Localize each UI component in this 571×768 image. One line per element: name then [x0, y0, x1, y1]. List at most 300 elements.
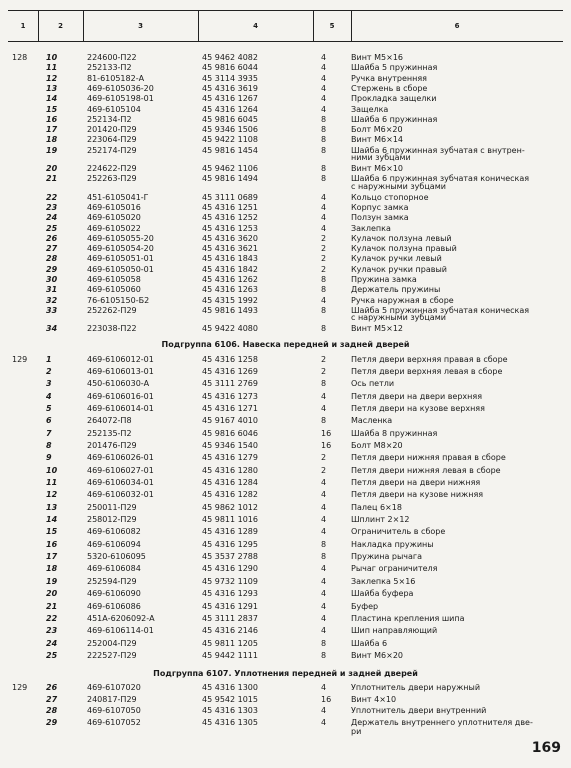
part-code: 469-6106016-01 [87, 391, 154, 401]
part-name: Уплотнитель двери наружный [351, 683, 481, 693]
catalog-number: 45 9816 6044 [202, 63, 258, 73]
item-number: 10 [46, 465, 58, 475]
quantity: 8 [321, 285, 327, 295]
quantity: 4 [321, 601, 327, 611]
item-number: 19 [46, 145, 58, 155]
part-code: 469-6106027-01 [87, 465, 154, 475]
part-code: 469-6106084 [87, 564, 141, 574]
part-name: Винт М5×16 [351, 53, 403, 62]
part-name: Шайба буфера [351, 589, 414, 599]
catalog-number: 45 4315 1992 [202, 295, 258, 305]
catalog-number: 45 9811 1016 [202, 515, 258, 525]
table-row [0, 625, 571, 636]
table-row [0, 563, 571, 574]
part-code: 469-6105036-20 [87, 83, 154, 93]
quantity: 2 [321, 254, 327, 264]
quantity: 8 [321, 125, 327, 135]
part-name: Масленка [351, 416, 393, 426]
part-name: Петля двери на двери нижняя [351, 478, 481, 487]
part-name: Петля двери нижняя левая в сборе [351, 465, 501, 475]
part-name: Петля двери на двери верхняя [351, 391, 483, 401]
quantity: 8 [321, 305, 327, 315]
quantity: 4 [321, 192, 327, 202]
catalog-number: 45 9167 4010 [202, 416, 258, 426]
catalog-number: 45 9811 1205 [202, 638, 258, 648]
catalog-number: 45 4316 3621 [202, 244, 258, 254]
part-code: 469-6106082 [87, 527, 141, 537]
part-code: 222527-П29 [87, 650, 137, 660]
catalog-number: 45 4316 1273 [202, 391, 258, 401]
item-number: 2 [46, 366, 52, 376]
item-number: 11 [46, 478, 58, 487]
part-code: 252004-П29 [87, 638, 137, 648]
part-name: Винт М6×20 [351, 650, 403, 660]
item-number: 29 [46, 264, 58, 274]
part-name: Кольцо стопорное [351, 192, 429, 202]
quantity: 8 [321, 164, 327, 173]
part-name: Шайба 6 пружинная [351, 114, 438, 124]
quantity: 8 [321, 379, 327, 389]
part-code: 201476-П29 [87, 440, 137, 450]
quantity: 4 [321, 403, 327, 413]
catalog-number: 45 4316 1303 [202, 706, 258, 716]
table-row [0, 601, 571, 612]
part-name: Болт М8×20 [351, 440, 403, 450]
catalog-number: 45 9346 1506 [202, 125, 258, 135]
header-col-4: 4 [253, 22, 258, 30]
item-number: 12 [46, 490, 58, 500]
catalog-number: 45 4316 1289 [202, 527, 258, 537]
quantity: 8 [321, 114, 327, 124]
part-name: Заклепка 5×16 [351, 576, 416, 586]
quantity: 2 [321, 244, 327, 254]
item-number: 9 [46, 453, 52, 463]
catalog-number: 45 3537 2788 [202, 552, 258, 562]
part-code: 252174-П29 [87, 145, 137, 155]
part-name: Винт 4×10 [351, 694, 397, 704]
item-number: 17 [46, 125, 58, 135]
quantity: 8 [321, 552, 327, 562]
part-name-continuation: ними зубцами [351, 153, 411, 162]
part-code: 469-6106013-01 [87, 366, 154, 376]
quantity: 16 [321, 428, 332, 438]
item-number: 20 [46, 164, 58, 173]
quantity: 4 [321, 626, 327, 636]
quantity: 4 [321, 295, 327, 305]
group-number: 129 [12, 683, 28, 693]
table-row [0, 403, 571, 414]
catalog-number: 45 4316 1251 [202, 202, 258, 212]
table-row [0, 489, 571, 500]
table-row [0, 173, 571, 184]
item-number: 18 [46, 135, 58, 145]
catalog-number: 45 4316 1843 [202, 254, 258, 264]
part-name: Кулачок ручки левый [351, 254, 442, 264]
item-number: 27 [46, 694, 58, 704]
quantity: 8 [321, 650, 327, 660]
table-row [0, 502, 571, 513]
part-code: 240817-П29 [87, 694, 137, 704]
item-number: 24 [46, 213, 58, 223]
part-name: Буфер [351, 601, 379, 611]
part-name: Кулачок ползуна правый [351, 244, 457, 254]
part-name: Держатель внутреннего уплотнителя две- [351, 718, 533, 728]
part-name: Петля двери верхняя левая в сборе [351, 366, 503, 376]
part-name: Ползун замка [351, 213, 409, 223]
part-name: Корпус замка [351, 202, 409, 212]
catalog-number: 45 3111 0689 [202, 192, 258, 202]
header-col-5: 5 [329, 22, 335, 30]
catalog-number: 45 3111 2769 [202, 379, 258, 389]
part-code: 252135-П2 [87, 428, 132, 438]
part-code: 451-6105041-Г [87, 192, 149, 202]
item-number: 25 [46, 650, 58, 660]
quantity: 4 [321, 53, 327, 62]
quantity: 16 [321, 694, 332, 704]
part-code: 252134-П2 [87, 114, 132, 124]
item-number: 18 [46, 564, 58, 574]
catalog-number: 45 4316 1295 [202, 539, 258, 549]
part-code: 224600-П22 [87, 53, 137, 62]
item-number: 26 [46, 683, 58, 693]
item-number: 28 [46, 706, 58, 716]
table-row [0, 452, 571, 463]
catalog-number: 45 9732 1109 [202, 576, 258, 586]
quantity: 8 [321, 135, 327, 145]
catalog-number: 45 3111 2837 [202, 613, 258, 623]
table-row [0, 391, 571, 402]
item-number: 21 [46, 601, 58, 611]
table-row [0, 526, 571, 537]
table-row [0, 576, 571, 587]
item-number: 33 [46, 305, 58, 315]
part-name: Палец 6×18 [351, 502, 402, 512]
catalog-number: 45 9462 4082 [202, 53, 258, 62]
quantity: 8 [321, 324, 327, 334]
catalog-number: 45 4316 1258 [202, 354, 258, 364]
catalog-number: 45 4316 1262 [202, 275, 258, 284]
part-code: 81-6105182-А [87, 73, 145, 83]
item-number: 23 [46, 202, 58, 212]
item-number: 31 [46, 285, 58, 295]
part-code: 469-6106086 [87, 601, 141, 611]
quantity: 2 [321, 366, 327, 376]
part-code: 201420-П29 [87, 125, 137, 135]
part-code: 469-6105054-20 [87, 244, 154, 254]
quantity: 8 [321, 145, 327, 155]
item-number: 16 [46, 539, 58, 549]
catalog-number: 45 4316 3620 [202, 233, 258, 243]
part-code: 258012-П29 [87, 515, 137, 525]
part-name: Петля двери на кузове верхняя [351, 403, 485, 413]
table-row [0, 428, 571, 439]
subgroup-title-6106: Подгруппа 6106. Навеска передней и задней дверей [161, 339, 410, 349]
quantity: 4 [321, 104, 327, 114]
part-name: Стержень в сборе [351, 83, 428, 93]
part-code: 469-6106014-01 [87, 403, 154, 413]
part-code: 469-6105022 [87, 223, 141, 233]
quantity: 4 [321, 391, 327, 401]
quantity: 8 [321, 539, 327, 549]
quantity: 8 [321, 174, 327, 184]
part-name-continuation: с наружными зубцами [351, 313, 446, 323]
part-code: 469-6106032-01 [87, 490, 154, 500]
item-number: 17 [46, 552, 58, 562]
catalog-number: 45 3114 3935 [202, 73, 258, 83]
item-number: 12 [46, 73, 58, 83]
table-row [0, 145, 571, 156]
item-number: 30 [46, 275, 58, 284]
part-name: Шайба 6 пружинная зубчатая с внутрен- [351, 145, 525, 155]
catalog-number: 45 4316 1271 [202, 403, 258, 413]
part-code: 469-6106094 [87, 539, 141, 549]
part-name: Ось петли [351, 379, 395, 389]
quantity: 4 [321, 683, 327, 693]
part-name: Ручка внутренняя [351, 73, 427, 83]
table-row [0, 477, 571, 488]
header-col-6: 6 [454, 22, 460, 30]
quantity: 4 [321, 73, 327, 83]
part-code: 469-6107020 [87, 683, 141, 693]
part-name: Шайба 5 пружинная зубчатая коническая [351, 305, 530, 315]
part-code: 5320-6106095 [87, 552, 146, 562]
part-code: 469-6105055-20 [87, 233, 154, 243]
item-number: 5 [46, 403, 52, 413]
part-name: Винт М6×10 [351, 164, 403, 173]
table-row [0, 705, 571, 716]
part-code: 469-6105058 [87, 275, 141, 284]
catalog-number: 45 4316 1280 [202, 465, 258, 475]
item-number: 13 [46, 502, 58, 512]
catalog-number: 45 4316 1284 [202, 478, 258, 487]
table-header [8, 10, 563, 42]
quantity: 8 [321, 275, 327, 284]
item-number: 20 [46, 589, 58, 599]
catalog-number: 45 4316 1293 [202, 589, 258, 599]
part-name: Ограничитель в сборе [351, 527, 446, 537]
item-number: 8 [46, 440, 52, 450]
item-number: 10 [46, 53, 58, 62]
part-name: Винт М6×14 [351, 135, 403, 145]
part-code: 252262-П29 [87, 305, 137, 315]
item-number: 15 [46, 104, 58, 114]
part-code: 450-6106030-А [87, 379, 150, 389]
table-row [0, 305, 571, 316]
part-code: 76-6105150-Б2 [87, 295, 150, 305]
table-row [0, 539, 571, 550]
item-number: 22 [46, 613, 58, 623]
table-row [0, 354, 571, 365]
quantity: 4 [321, 515, 327, 525]
item-number: 19 [46, 576, 58, 586]
catalog-number: 45 4316 1253 [202, 223, 258, 233]
item-number: 16 [46, 114, 58, 124]
catalog-number: 45 4316 1290 [202, 564, 258, 574]
quantity: 8 [321, 416, 327, 426]
header-col-2: 2 [58, 22, 63, 30]
catalog-number: 45 4316 1282 [202, 490, 258, 500]
part-code: 469-6106012-01 [87, 354, 154, 364]
part-code: 469-6107052 [87, 718, 141, 728]
part-name: Шайба 8 пружинная [351, 428, 438, 438]
quantity: 4 [321, 706, 327, 716]
catalog-number: 45 9422 4080 [202, 324, 258, 334]
part-code: 264072-П8 [87, 416, 132, 426]
quantity: 4 [321, 576, 327, 586]
part-name: Пружина замка [351, 275, 417, 284]
quantity: 16 [321, 440, 332, 450]
table-row [0, 378, 571, 389]
quantity: 4 [321, 564, 327, 574]
part-name: Шип направляющий [351, 626, 438, 636]
catalog-number: 45 4316 1842 [202, 264, 258, 274]
part-code: 469-6105104 [87, 104, 141, 114]
item-number: 24 [46, 638, 58, 648]
catalog-number: 45 9346 1540 [202, 440, 258, 450]
part-code: 469-6106114-01 [87, 626, 154, 636]
part-code: 469-6105198-01 [87, 94, 154, 104]
quantity: 4 [321, 589, 327, 599]
part-name: Ручка наружная в сборе [351, 295, 454, 305]
quantity: 2 [321, 264, 327, 274]
item-number: 1 [46, 354, 52, 364]
catalog-number: 45 9862 1012 [202, 502, 258, 512]
item-number: 29 [46, 718, 58, 728]
item-number: 26 [46, 233, 58, 243]
table-row [0, 514, 571, 525]
item-number: 4 [46, 391, 52, 401]
item-number: 11 [46, 63, 58, 73]
table-row [0, 717, 571, 728]
quantity: 2 [321, 354, 327, 364]
part-name: Петля двери верхняя правая в сборе [351, 354, 508, 364]
catalog-number: 45 4316 1264 [202, 104, 258, 114]
part-name: Прокладка защелки [351, 94, 437, 104]
catalog-number: 45 4316 3619 [202, 83, 258, 93]
item-number: 27 [46, 244, 58, 254]
catalog-number: 45 9442 1111 [202, 650, 258, 660]
quantity: 4 [321, 478, 327, 487]
part-name: Уплотнитель двери внутренний [351, 706, 487, 716]
quantity: 4 [321, 213, 327, 223]
catalog-number: 45 9422 1108 [202, 135, 258, 145]
part-code: 250011-П29 [87, 502, 137, 512]
group-number: 129 [12, 354, 28, 364]
part-code: 224622-П29 [87, 164, 137, 173]
quantity: 2 [321, 465, 327, 475]
part-name: Пластина крепления шипа [351, 613, 465, 623]
subgroup-title-6107: Подгруппа 6107. Уплотнения передней и задней дверей [153, 669, 418, 679]
part-name: Шайба 6 пружинная зубчатая коническая [351, 174, 530, 184]
part-code: 252133-П2 [87, 63, 132, 73]
part-code: 469-6105050-01 [87, 264, 154, 274]
item-number: 21 [46, 174, 58, 184]
table-row [0, 415, 571, 426]
item-number: 13 [46, 83, 58, 93]
part-name: Кулачок ручки правый [351, 264, 447, 274]
item-number: 15 [46, 527, 58, 537]
catalog-number: 45 9816 6046 [202, 428, 258, 438]
catalog-number: 45 4316 1252 [202, 213, 258, 223]
part-name-continuation: с наружными зубцами [351, 181, 446, 191]
part-code: 451А-6206092-А [87, 613, 155, 623]
quantity: 4 [321, 718, 327, 728]
table-row [0, 440, 571, 451]
quantity: 4 [321, 202, 327, 212]
part-name: Рычаг ограничителя [351, 564, 438, 574]
catalog-number: 45 9816 1454 [202, 145, 258, 155]
part-code: 223064-П29 [87, 135, 137, 145]
table-row [0, 694, 571, 705]
item-number: 3 [46, 379, 52, 389]
catalog-number: 45 4316 1269 [202, 366, 258, 376]
quantity: 2 [321, 453, 327, 463]
table-row [0, 638, 571, 649]
header-col-3: 3 [138, 22, 143, 30]
quantity: 4 [321, 83, 327, 93]
item-number: 23 [46, 626, 58, 636]
part-name: Винт М5×12 [351, 324, 403, 334]
quantity: 4 [321, 223, 327, 233]
table-row [0, 551, 571, 562]
table-row [0, 650, 571, 661]
catalog-number: 45 9542 1015 [202, 694, 258, 704]
part-code: 469-6107050 [87, 706, 141, 716]
part-name: Петля двери нижняя правая в сборе [351, 453, 506, 463]
part-code: 469-6105051-01 [87, 254, 154, 264]
table-row [0, 588, 571, 599]
catalog-number: 45 9816 1493 [202, 305, 258, 315]
part-name: Шайба 5 пружинная [351, 63, 438, 73]
part-code: 252263-П29 [87, 174, 137, 184]
part-code: 252594-П29 [87, 576, 137, 586]
header-col-1: 1 [20, 22, 26, 30]
quantity: 4 [321, 613, 327, 623]
table-row [0, 323, 571, 334]
catalog-number: 45 4316 1300 [202, 683, 258, 693]
part-name: Шплинт 2×12 [351, 515, 410, 525]
catalog-number: 45 4316 1291 [202, 601, 258, 611]
part-code: 223038-П22 [87, 324, 137, 334]
part-name: Держатель пружины [351, 285, 441, 295]
catalog-number: 45 9816 6045 [202, 114, 258, 124]
quantity: 4 [321, 63, 327, 73]
catalog-number: 45 4316 1263 [202, 285, 258, 295]
part-name: Пружина рычага [351, 552, 423, 562]
quantity: 2 [321, 233, 327, 243]
catalog-number: 45 4316 1305 [202, 718, 258, 728]
item-number: 7 [46, 428, 52, 438]
table-row [0, 613, 571, 624]
item-number: 6 [46, 416, 52, 426]
item-number: 25 [46, 223, 58, 233]
catalog-number: 45 4316 1267 [202, 94, 258, 104]
item-number: 14 [46, 515, 58, 525]
item-number: 32 [46, 295, 58, 305]
part-code: 469-6105020 [87, 213, 141, 223]
part-name-continuation: ри [351, 726, 362, 736]
part-name: Болт М6×20 [351, 125, 403, 135]
group-number: 128 [12, 53, 28, 62]
part-code: 469-6106090 [87, 589, 141, 599]
quantity: 4 [321, 502, 327, 512]
part-code: 469-6106034-01 [87, 478, 154, 487]
catalog-number: 45 4316 1279 [202, 453, 258, 463]
catalog-number: 45 9816 1494 [202, 174, 258, 184]
part-name: Накладка пружины [351, 539, 434, 549]
part-code: 469-6105016 [87, 202, 141, 212]
item-number: 22 [46, 192, 58, 202]
